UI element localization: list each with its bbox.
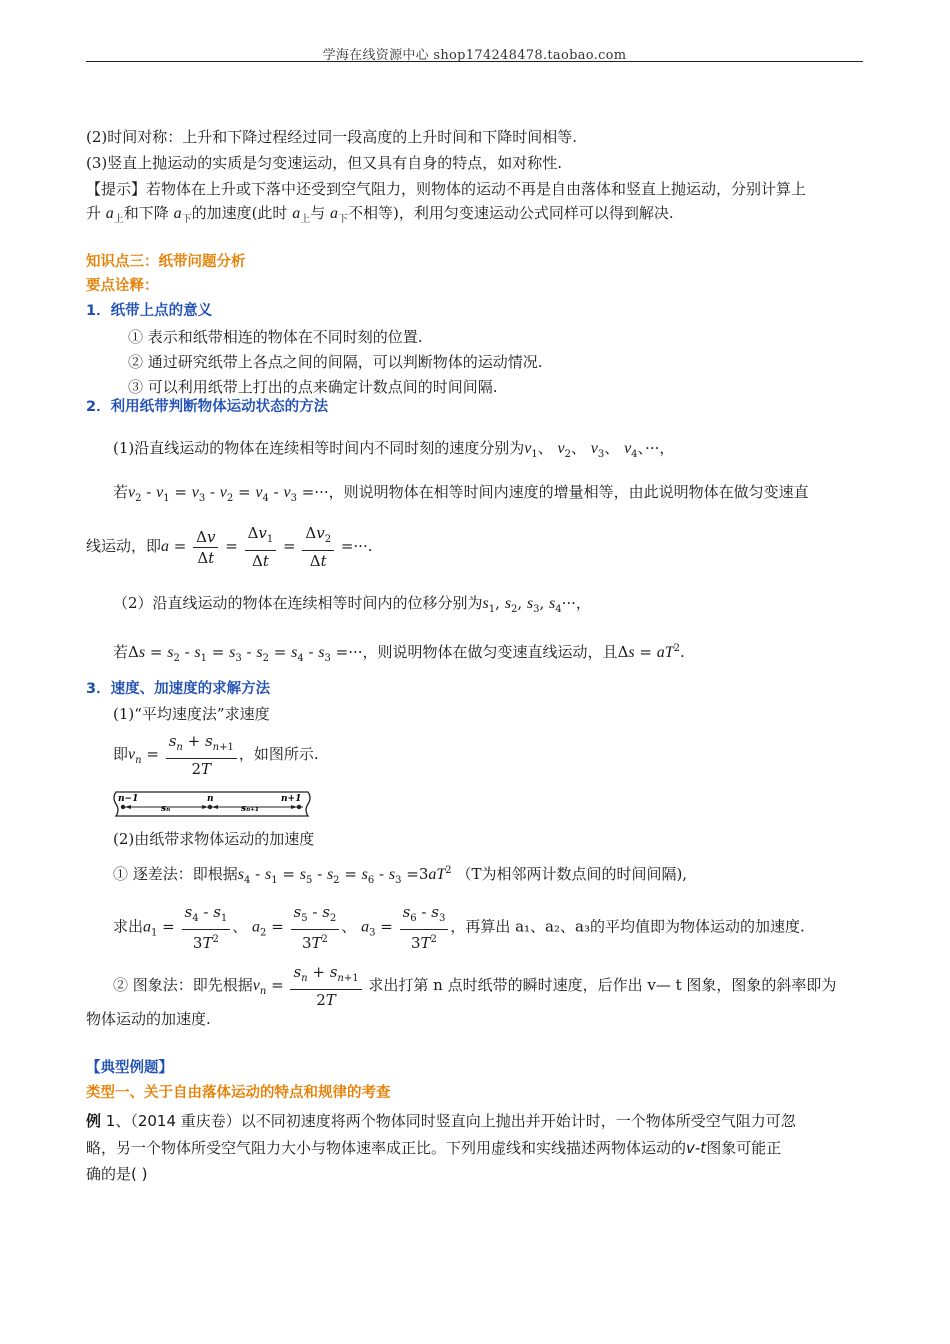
text-essence: (3)竖直上抛运动的实质是匀变速运动，但又具有自身的特点，如对称性. xyxy=(86,154,563,172)
heading-type-one: 类型一、关于自由落体运动的特点和规律的考查 xyxy=(86,1085,391,1101)
tape-point-n xyxy=(208,805,212,809)
formula-vn: 即$v_n$ = $\frac{s_n + s_{n+1}}{2T}$ ，如图所示. xyxy=(113,732,319,778)
section-k3-subtitle: 要点诠释： xyxy=(86,278,159,294)
formula-a123: 求出$a_1$ = $\frac{s_4 - s_1}{3T^2}$ 、 $a_2$ = $\frac{s_5 - s_2}{3T^2}$ 、 $a_3$ = $\frac{s_6 - s_3}{3T^2}$ ，再算出 a₁、a₂、a₃的平均值即为物体运动的加速度. xyxy=(113,903,805,952)
para-velocities: (1)沿直线运动的物体在连续相等时间内不同时刻的速度分别为$v_1$、 $v_2$、 $v_3$、 $v_4$、···， xyxy=(113,439,675,460)
para-displacement-diff: 若$\Delta s = s_2 - s_1 = s_3 - s_2 = s_4 - s_3$ =···，则说明物体在做匀变速直线运动，且$\Delta s = aT^2$. xyxy=(113,643,685,664)
text-hint-cont: 升 $a_上$和下降 $a_下$的加速度(此时 $a_上$与 $a_下$不相等)，利用匀变速运动公式同样可以得到解决. xyxy=(86,204,674,225)
tape-point-n-plus-1 xyxy=(297,805,301,809)
para-successive-difference: ① 逐差法：即根据$s_4 - s_1 = s_5 - s_2 = s_6 - s_3 =3aT^2$ （T为相邻两计数点间的时间间隔), xyxy=(113,865,688,886)
para-graph-method: ② 图象法：即先根据$v_n$ = $\frac{s_n + s_{n+1}}{2T}$ 求出打第 n 点时纸带的瞬时速度，后作出 v— t 图象，图象的斜率即为 xyxy=(113,963,837,1009)
heading-typical-examples: 【典型例题】 xyxy=(86,1060,173,1076)
page-header: 学海在线资源中心 shop174248478.taobao.com xyxy=(322,48,627,63)
example-1-line-1: 例 1、（2014 重庆卷）以不同初速度将两个物体同时竖直向上抛出并开始计时，一个物体所受空气阻力可忽 xyxy=(86,1112,796,1130)
item-3: ③ 可以利用纸带上打出的点来确定计数点间的时间间隔. xyxy=(128,378,498,396)
para-average-velocity: (1)“平均速度法”求速度 xyxy=(113,705,270,723)
heading-tape-meaning: 1．纸带上点的意义 xyxy=(86,303,213,319)
example-1-line-2: 略，另一个物体所受空气阻力大小与物体速率成正比。下列用虚线和实线描述两物体运动的v-t图象可能正 xyxy=(86,1139,782,1157)
text-hint: 【提示】若物体在上升或下落中还受到空气阻力，则物体的运动不再是自由落体和竖直上抛运动，分别计算上 xyxy=(86,180,807,198)
paper-tape-diagram xyxy=(113,790,313,822)
tape-label-sn1: sₙ₊₁ xyxy=(241,804,259,814)
para-displacements: （2）沿直线运动的物体在连续相等时间内的位移分别为$s_1$, $s_2$, $s_3$, $s_4\cdot\cdot\cdot$， xyxy=(113,594,591,615)
tape-point-n-minus-1 xyxy=(121,805,125,809)
formula-acceleration: 线运动，即a = $\frac{\Delta v}{\Delta t}$ = $\frac{\Delta v_1}{\Delta t}$ = $\frac{\Delta v_2}{\Delta t}$ =···. xyxy=(86,524,373,570)
heading-judge-motion: 2．利用纸带判断物体运动状态的方法 xyxy=(86,399,329,415)
item-1: ① 表示和纸带相连的物体在不同时刻的位置. xyxy=(128,328,423,346)
tape-label-n: n xyxy=(207,794,214,804)
tape-label-n-plus-1: n+1 xyxy=(281,794,302,804)
example-1-line-3: 确的是( ) xyxy=(86,1165,148,1183)
para-acceleration-from-tape: (2)由纸带求物体运动的加速度 xyxy=(113,830,315,848)
item-2: ② 通过研究纸带上各点之间的间隔，可以判断物体的运动情况. xyxy=(128,353,543,371)
header-rule xyxy=(86,61,863,62)
tape-label-sn: sₙ xyxy=(161,804,171,814)
para-graph-method-cont: 物体运动的加速度. xyxy=(86,1010,211,1028)
tape-label-n-minus-1: n−1 xyxy=(118,794,139,804)
para-velocity-increment: 若$v_2 - v_1 = v_3 - v_2 = v_4 - v_3$ =···，则说明物体在相等时间内速度的增量相等，由此说明物体在做匀变速直 xyxy=(113,483,809,504)
section-k3-title: 知识点三：纸带问题分析 xyxy=(86,254,246,270)
heading-solving-methods: 3．速度、加速度的求解方法 xyxy=(86,681,271,697)
text-time-symmetry: (2)时间对称：上升和下降过程经过同一段高度的上升时间和下降时间相等. xyxy=(86,128,578,146)
